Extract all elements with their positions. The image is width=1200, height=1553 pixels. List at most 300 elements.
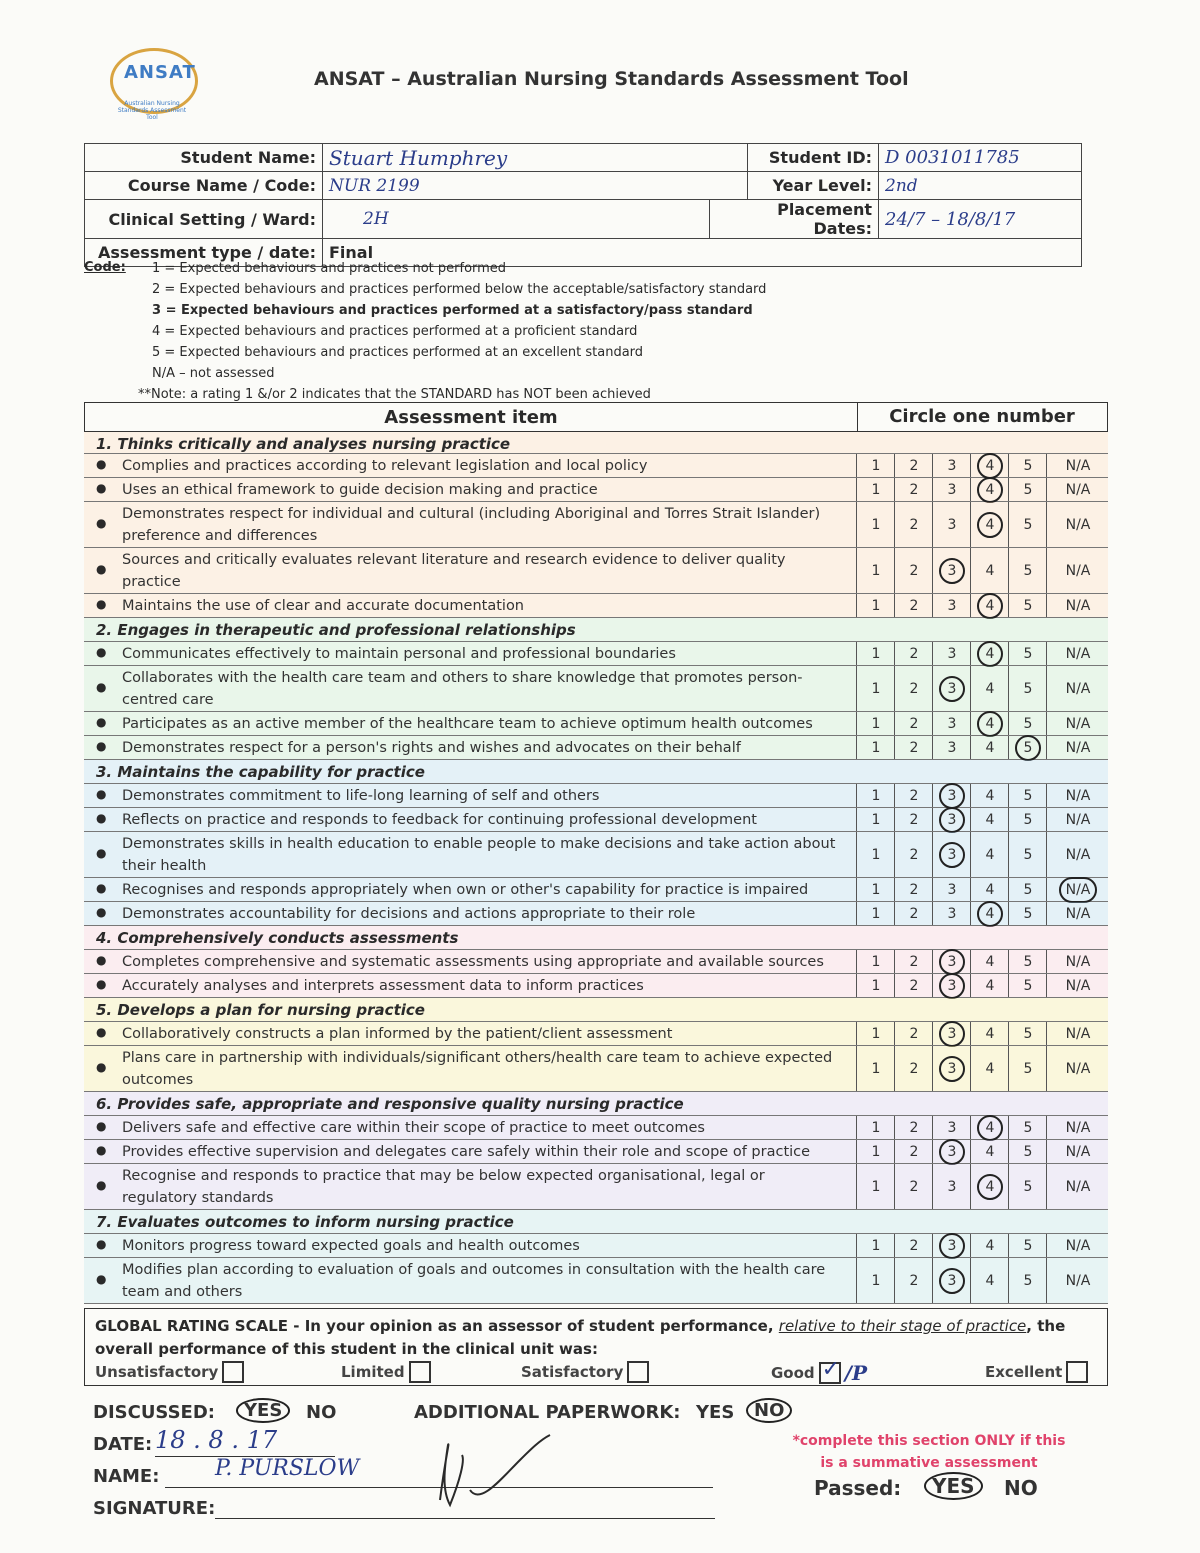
student-name-field[interactable]: Stuart Humphrey bbox=[323, 144, 748, 172]
rating-selected[interactable] bbox=[932, 1234, 971, 1257]
rating-selected[interactable] bbox=[932, 974, 971, 997]
rating-label: 2 bbox=[909, 1178, 919, 1195]
rating-label: 1 bbox=[871, 715, 881, 732]
rating-label: 1 bbox=[871, 1237, 881, 1254]
circle-one-number-header: Circle one number bbox=[889, 406, 1075, 427]
checkbox[interactable] bbox=[222, 1361, 244, 1383]
rating-option[interactable] bbox=[932, 878, 971, 901]
rating-option[interactable] bbox=[1046, 832, 1109, 877]
rating-selected[interactable] bbox=[970, 902, 1009, 925]
checkbox[interactable] bbox=[1066, 1361, 1088, 1383]
rating-option[interactable] bbox=[894, 902, 933, 925]
checkbox-checked[interactable] bbox=[819, 1357, 841, 1384]
section-heading bbox=[84, 998, 1108, 1022]
rating-option[interactable] bbox=[1046, 974, 1109, 997]
assessment-type-label: Assessment type / date: bbox=[85, 239, 323, 267]
rating-option[interactable] bbox=[1046, 1022, 1109, 1045]
rating-label: N/A bbox=[1065, 1119, 1091, 1136]
rating-option[interactable] bbox=[1008, 454, 1047, 477]
rating-selected[interactable] bbox=[932, 1140, 971, 1163]
rating-option[interactable] bbox=[856, 902, 895, 925]
rating-option[interactable] bbox=[970, 1046, 1009, 1091]
rating-option[interactable] bbox=[856, 808, 895, 831]
check-mark-icon: ✓ bbox=[821, 1357, 841, 1382]
bullet-icon: ● bbox=[96, 811, 107, 825]
rating-option[interactable] bbox=[856, 1046, 895, 1091]
bullet-icon: ● bbox=[96, 953, 107, 967]
rating-option[interactable] bbox=[970, 1234, 1009, 1257]
rating-option[interactable] bbox=[856, 548, 895, 593]
assessment-row bbox=[84, 1022, 1108, 1046]
rating-label: 4 bbox=[985, 1060, 995, 1077]
rating-option[interactable] bbox=[894, 548, 933, 593]
rating-option[interactable] bbox=[1046, 784, 1109, 807]
rating-label: 3 bbox=[939, 1233, 965, 1259]
rating-option[interactable] bbox=[894, 594, 933, 617]
name-label: NAME: bbox=[93, 1466, 160, 1487]
rating-label: 4 bbox=[977, 641, 1003, 667]
rating-selected[interactable] bbox=[1008, 736, 1047, 759]
rating-label: 1 bbox=[871, 516, 881, 533]
rating-label: N/A bbox=[1065, 1060, 1091, 1077]
rating-selected[interactable] bbox=[1046, 878, 1109, 901]
rating-option[interactable] bbox=[856, 1140, 895, 1163]
rating-selected[interactable] bbox=[970, 1116, 1009, 1139]
rating-option[interactable] bbox=[1008, 1116, 1047, 1139]
rating-option[interactable] bbox=[1008, 594, 1047, 617]
option-limited[interactable]: Limited bbox=[341, 1361, 431, 1383]
passed-label: Passed: bbox=[814, 1476, 902, 1500]
rating-selected[interactable] bbox=[970, 712, 1009, 735]
rating-selected[interactable] bbox=[932, 1258, 971, 1303]
assessment-row bbox=[84, 974, 1108, 998]
rating-option[interactable] bbox=[856, 1022, 895, 1045]
rating-option[interactable] bbox=[856, 1116, 895, 1139]
rating-label: 5 bbox=[1023, 787, 1033, 804]
assessment-item-text: Demonstrates respect for a person's rights and wishes and advocates on their behalf bbox=[122, 740, 741, 756]
option-excellent[interactable]: Excellent bbox=[985, 1361, 1088, 1383]
assessment-row bbox=[84, 808, 1108, 832]
assessment-item-text: Demonstrates respect for individual and cultural (including Aboriginal and Torres Strait Islander) preference and differences bbox=[122, 506, 821, 544]
rating-option[interactable] bbox=[1008, 1234, 1047, 1257]
rating-cells bbox=[856, 666, 1108, 711]
assessment-row bbox=[84, 1164, 1108, 1210]
rating-option[interactable] bbox=[894, 736, 933, 759]
rating-option[interactable] bbox=[894, 832, 933, 877]
rating-option[interactable] bbox=[894, 1116, 933, 1139]
clinical-setting-field[interactable]: 2H bbox=[323, 200, 710, 239]
checkbox[interactable] bbox=[409, 1361, 431, 1383]
section-title: 1. Thinks critically and analyses nursing practice bbox=[96, 435, 511, 453]
assessment-row bbox=[84, 478, 1108, 502]
assessment-item-text: Sources and critically evaluates relevant literature and research evidence to deliver quality practice bbox=[122, 552, 786, 590]
rating-selected[interactable] bbox=[932, 832, 971, 877]
rating-cells bbox=[856, 642, 1108, 665]
rating-label: 5 bbox=[1023, 1060, 1033, 1077]
rating-label: 3 bbox=[947, 597, 957, 614]
rating-option[interactable] bbox=[856, 1258, 895, 1303]
rating-label: 1 bbox=[871, 881, 881, 898]
rating-label: N/A bbox=[1065, 787, 1091, 804]
rating-option[interactable] bbox=[970, 878, 1009, 901]
rating-option[interactable] bbox=[932, 642, 971, 665]
rating-label: 2 bbox=[909, 739, 919, 756]
rating-option[interactable] bbox=[1008, 548, 1047, 593]
assessment-item-text: Participates as an active member of the healthcare team to achieve optimum health outcomes bbox=[122, 716, 813, 732]
rating-label: 2 bbox=[909, 1237, 919, 1254]
rating-label: N/A bbox=[1065, 905, 1091, 922]
rating-label: 4 bbox=[977, 1174, 1003, 1200]
bullet-icon: ● bbox=[96, 905, 107, 919]
rating-selected[interactable] bbox=[932, 666, 971, 711]
assessment-item-header: Assessment item bbox=[85, 403, 858, 431]
rating-label: 4 bbox=[985, 953, 995, 970]
rating-option[interactable] bbox=[970, 548, 1009, 593]
rating-label: 5 bbox=[1023, 481, 1033, 498]
rating-label: 1 bbox=[871, 562, 881, 579]
rating-selected[interactable] bbox=[970, 594, 1009, 617]
rating-label: 3 bbox=[939, 1268, 965, 1294]
rating-label: 5 bbox=[1023, 597, 1033, 614]
rating-label: 4 bbox=[977, 901, 1003, 927]
rating-option[interactable] bbox=[1008, 502, 1047, 547]
placement-dates-label: Placement Dates: bbox=[710, 200, 879, 239]
rating-cells bbox=[856, 950, 1108, 973]
assessment-row bbox=[84, 454, 1108, 478]
rating-option[interactable] bbox=[894, 808, 933, 831]
option-satisfactory[interactable]: Satisfactory bbox=[521, 1361, 649, 1383]
rating-selected[interactable] bbox=[970, 1164, 1009, 1209]
rating-option[interactable] bbox=[856, 950, 895, 973]
rating-label: 3 bbox=[939, 1139, 965, 1165]
rating-option[interactable] bbox=[856, 594, 895, 617]
rating-label: N/A bbox=[1065, 645, 1091, 662]
rating-label: N/A bbox=[1065, 811, 1091, 828]
logo: ANSAT bbox=[124, 62, 196, 83]
section-title: 3. Maintains the capability for practice bbox=[96, 763, 425, 781]
rating-option[interactable] bbox=[1008, 784, 1047, 807]
rating-option[interactable] bbox=[1046, 950, 1109, 973]
assessment-type-field[interactable]: Final bbox=[323, 239, 1082, 267]
rating-cells bbox=[856, 454, 1108, 477]
assessment-item-text: Provides effective supervision and delegates care safely within their role and scope of practice bbox=[122, 1144, 811, 1160]
rating-option[interactable] bbox=[1008, 832, 1047, 877]
rating-label: 1 bbox=[871, 953, 881, 970]
rating-option[interactable] bbox=[1008, 642, 1047, 665]
code-line: 4 = Expected behaviours and practices performed at a proficient standard bbox=[152, 324, 638, 339]
rating-option[interactable] bbox=[894, 878, 933, 901]
rating-option[interactable] bbox=[894, 1258, 933, 1303]
rating-option[interactable] bbox=[1046, 736, 1109, 759]
rating-label: N/A bbox=[1065, 516, 1091, 533]
rating-option[interactable] bbox=[1046, 902, 1109, 925]
rating-option[interactable] bbox=[894, 454, 933, 477]
rating-option[interactable] bbox=[1008, 478, 1047, 501]
rating-cells bbox=[856, 1234, 1108, 1257]
date-label: DATE: bbox=[93, 1434, 153, 1455]
rating-option[interactable] bbox=[1008, 1046, 1047, 1091]
rating-option[interactable] bbox=[894, 974, 933, 997]
rating-label: 3 bbox=[947, 516, 957, 533]
rating-selected[interactable] bbox=[932, 784, 971, 807]
rating-cells bbox=[856, 808, 1108, 831]
rating-option[interactable] bbox=[970, 784, 1009, 807]
discussed-no[interactable]: NO bbox=[306, 1402, 337, 1423]
rating-selected[interactable] bbox=[970, 454, 1009, 477]
paperwork-yes[interactable]: YES bbox=[696, 1402, 735, 1423]
rating-option[interactable] bbox=[856, 784, 895, 807]
rating-option[interactable] bbox=[1046, 1116, 1109, 1139]
rating-option[interactable] bbox=[894, 1046, 933, 1091]
rating-option[interactable] bbox=[932, 1116, 971, 1139]
rating-selected[interactable] bbox=[932, 950, 971, 973]
rating-option[interactable] bbox=[894, 502, 933, 547]
rating-option[interactable] bbox=[1046, 642, 1109, 665]
rating-option[interactable] bbox=[856, 736, 895, 759]
paperwork-no[interactable]: NO bbox=[746, 1400, 792, 1421]
rating-option[interactable] bbox=[894, 712, 933, 735]
rating-label: 1 bbox=[871, 811, 881, 828]
rating-option[interactable] bbox=[1046, 712, 1109, 735]
rating-option[interactable] bbox=[932, 478, 971, 501]
rating-selected[interactable] bbox=[970, 642, 1009, 665]
rating-label: 4 bbox=[985, 977, 995, 994]
code-line: 5 = Expected behaviours and practices performed at an excellent standard bbox=[152, 345, 644, 360]
assessment-item-text: Recognises and responds appropriately when own or other's capability for practice is impaired bbox=[122, 882, 809, 898]
rating-option[interactable] bbox=[894, 642, 933, 665]
rating-selected[interactable] bbox=[932, 1046, 971, 1091]
rating-option[interactable] bbox=[856, 1164, 895, 1209]
rating-option[interactable] bbox=[1008, 950, 1047, 973]
global-rating-emphasis: relative to their stage of practice bbox=[778, 1317, 1027, 1335]
rating-label: 2 bbox=[909, 680, 919, 697]
rating-label: N/A bbox=[1065, 739, 1091, 756]
assessment-row bbox=[84, 666, 1108, 712]
rating-label: 4 bbox=[977, 453, 1003, 479]
rating-label: 5 bbox=[1023, 1143, 1033, 1160]
rating-label: 2 bbox=[909, 1272, 919, 1289]
rating-option[interactable] bbox=[894, 950, 933, 973]
assessment-row bbox=[84, 1234, 1108, 1258]
assessment-row bbox=[84, 1258, 1108, 1304]
rating-option[interactable] bbox=[970, 974, 1009, 997]
rating-cells bbox=[856, 1140, 1108, 1163]
rating-option[interactable] bbox=[894, 1140, 933, 1163]
additional-paperwork-label: ADDITIONAL PAPERWORK: bbox=[414, 1402, 681, 1423]
passed-no[interactable]: NO bbox=[1004, 1476, 1038, 1500]
rating-option[interactable] bbox=[856, 478, 895, 501]
assessment-row bbox=[84, 878, 1108, 902]
rating-cells bbox=[856, 1164, 1108, 1209]
rating-option[interactable] bbox=[856, 878, 895, 901]
assessment-row bbox=[84, 712, 1108, 736]
rating-option[interactable] bbox=[856, 666, 895, 711]
bullet-icon: ● bbox=[96, 1143, 107, 1157]
rating-option[interactable] bbox=[970, 950, 1009, 973]
rating-label: 3 bbox=[939, 558, 965, 584]
rating-option[interactable] bbox=[1008, 712, 1047, 735]
rating-selected[interactable] bbox=[932, 1022, 971, 1045]
discussed-yes[interactable]: YES bbox=[236, 1400, 290, 1421]
rating-option[interactable] bbox=[856, 642, 895, 665]
rating-option[interactable] bbox=[1046, 1140, 1109, 1163]
rating-option[interactable] bbox=[894, 666, 933, 711]
rating-option[interactable] bbox=[970, 808, 1009, 831]
rating-label: 2 bbox=[909, 811, 919, 828]
section-title: 4. Comprehensively conducts assessments bbox=[96, 929, 459, 947]
rating-selected[interactable] bbox=[932, 548, 971, 593]
rating-option[interactable] bbox=[1046, 502, 1109, 547]
bullet-icon: ● bbox=[96, 1237, 107, 1251]
rating-option[interactable] bbox=[970, 736, 1009, 759]
rating-label: 4 bbox=[977, 477, 1003, 503]
rating-option[interactable] bbox=[932, 712, 971, 735]
rating-option[interactable] bbox=[894, 1022, 933, 1045]
rating-option[interactable] bbox=[894, 478, 933, 501]
rating-option[interactable] bbox=[932, 502, 971, 547]
rating-option[interactable] bbox=[856, 502, 895, 547]
rating-label: 1 bbox=[871, 1060, 881, 1077]
bullet-icon: ● bbox=[96, 739, 107, 753]
rating-option[interactable] bbox=[970, 832, 1009, 877]
rating-option[interactable] bbox=[856, 832, 895, 877]
rating-label: 1 bbox=[871, 1119, 881, 1136]
rating-label: 4 bbox=[985, 787, 995, 804]
assessment-row bbox=[84, 594, 1108, 618]
checkbox[interactable] bbox=[627, 1361, 649, 1383]
summative-note: *complete this section ONLY if this is a summative assessment bbox=[792, 1433, 1066, 1471]
rating-label: 4 bbox=[977, 711, 1003, 737]
rating-option[interactable] bbox=[1008, 1022, 1047, 1045]
rating-label: 5 bbox=[1023, 977, 1033, 994]
signature-label: SIGNATURE: bbox=[93, 1498, 216, 1519]
rating-option[interactable] bbox=[1046, 478, 1109, 501]
rating-option[interactable] bbox=[1046, 594, 1109, 617]
rating-label: 5 bbox=[1023, 516, 1033, 533]
rating-label: 5 bbox=[1023, 953, 1033, 970]
rating-option[interactable] bbox=[856, 712, 895, 735]
rating-option[interactable] bbox=[1008, 1140, 1047, 1163]
rating-label: 2 bbox=[909, 645, 919, 662]
rating-option[interactable] bbox=[932, 1164, 971, 1209]
name-field[interactable]: P. PURSLOW bbox=[165, 1456, 713, 1488]
rating-option[interactable] bbox=[894, 784, 933, 807]
rating-option[interactable] bbox=[932, 594, 971, 617]
assessment-item-text: Plans care in partnership with individuals/significant others/health care team to achieve expected outcomes bbox=[122, 1050, 833, 1088]
rating-label: 5 bbox=[1023, 562, 1033, 579]
rating-option[interactable] bbox=[856, 1234, 895, 1257]
rating-label: 3 bbox=[939, 842, 965, 868]
rating-option[interactable] bbox=[1046, 548, 1109, 593]
rating-option[interactable] bbox=[1046, 666, 1109, 711]
rating-label: 5 bbox=[1023, 1237, 1033, 1254]
assessment-item-text: Demonstrates accountability for decisions and actions appropriate to their role bbox=[122, 906, 696, 922]
rating-label: 5 bbox=[1023, 811, 1033, 828]
option-unsatisfactory[interactable]: Unsatisfactory bbox=[95, 1361, 244, 1383]
placement-dates-field[interactable]: 24/7 – 18/8/17 bbox=[879, 200, 1082, 239]
rating-label: 5 bbox=[1023, 645, 1033, 662]
rating-label: 5 bbox=[1023, 1025, 1033, 1042]
rating-option[interactable] bbox=[894, 1164, 933, 1209]
rating-option[interactable] bbox=[1046, 808, 1109, 831]
rating-label: N/A bbox=[1065, 1272, 1091, 1289]
rating-option[interactable] bbox=[1046, 1258, 1109, 1303]
rating-label: 2 bbox=[909, 846, 919, 863]
bullet-icon: ● bbox=[96, 1272, 107, 1286]
rating-option[interactable] bbox=[1008, 902, 1047, 925]
rating-option[interactable] bbox=[1046, 454, 1109, 477]
rating-option[interactable] bbox=[932, 736, 971, 759]
global-rating-scale bbox=[84, 1308, 1108, 1386]
course-field[interactable]: NUR 2199 bbox=[323, 172, 748, 200]
global-rating-text bbox=[95, 1315, 1095, 1361]
rating-option[interactable] bbox=[856, 974, 895, 997]
section-heading bbox=[84, 760, 1108, 784]
bullet-icon: ● bbox=[96, 1025, 107, 1039]
year-level-field[interactable]: 2nd bbox=[879, 172, 1082, 200]
assessment-item-text: Collaborates with the health care team and others to share knowledge that promotes person-centred care bbox=[122, 670, 803, 708]
section-title: 5. Develops a plan for nursing practice bbox=[96, 1001, 425, 1019]
bullet-icon: ● bbox=[96, 977, 107, 991]
rating-label: 1 bbox=[871, 977, 881, 994]
rating-label: 1 bbox=[871, 481, 881, 498]
rating-cells bbox=[856, 1022, 1108, 1045]
rating-selected[interactable] bbox=[970, 478, 1009, 501]
assessment-item-text: Accurately analyses and interprets assessment data to inform practices bbox=[122, 978, 644, 994]
rating-option[interactable] bbox=[970, 1022, 1009, 1045]
assessment-row bbox=[84, 832, 1108, 878]
rating-cells bbox=[856, 832, 1108, 877]
rating-option[interactable] bbox=[1008, 878, 1047, 901]
rating-option[interactable] bbox=[970, 666, 1009, 711]
rating-option[interactable] bbox=[1008, 1164, 1047, 1209]
passed-yes[interactable]: YES bbox=[924, 1474, 983, 1498]
section-heading bbox=[84, 432, 1108, 454]
rating-option[interactable] bbox=[894, 1234, 933, 1257]
rating-option[interactable] bbox=[856, 454, 895, 477]
rating-selected[interactable] bbox=[932, 808, 971, 831]
rating-option[interactable] bbox=[1046, 1164, 1109, 1209]
assessment-row bbox=[84, 642, 1108, 666]
rating-label: 3 bbox=[947, 905, 957, 922]
rating-label: 2 bbox=[909, 481, 919, 498]
rating-option[interactable] bbox=[1046, 1234, 1109, 1257]
rating-selected[interactable] bbox=[970, 502, 1009, 547]
student-id-field[interactable]: D 0031011785 bbox=[879, 144, 1082, 172]
rating-option[interactable] bbox=[1046, 1046, 1109, 1091]
student-details-table bbox=[84, 143, 1082, 267]
rating-cells bbox=[856, 736, 1108, 759]
option-good[interactable]: Good ✓ /P bbox=[771, 1357, 868, 1385]
rating-option[interactable] bbox=[932, 454, 971, 477]
rating-option[interactable] bbox=[1008, 1258, 1047, 1303]
rating-label: 5 bbox=[1023, 1178, 1033, 1195]
rating-option[interactable] bbox=[1008, 666, 1047, 711]
rating-cells bbox=[856, 712, 1108, 735]
bullet-icon: ● bbox=[96, 597, 107, 611]
rating-label: 3 bbox=[947, 457, 957, 474]
rating-option[interactable] bbox=[932, 902, 971, 925]
code-line: N/A – not assessed bbox=[152, 366, 275, 381]
date-field[interactable]: 18 . 8 . 17 bbox=[155, 1426, 335, 1457]
rating-option[interactable] bbox=[970, 1258, 1009, 1303]
rating-label: 2 bbox=[909, 977, 919, 994]
rating-label: 4 bbox=[985, 1143, 995, 1160]
rating-option[interactable] bbox=[970, 1140, 1009, 1163]
rating-option[interactable] bbox=[1008, 974, 1047, 997]
rating-option[interactable] bbox=[1008, 808, 1047, 831]
assessment-row bbox=[84, 548, 1108, 594]
